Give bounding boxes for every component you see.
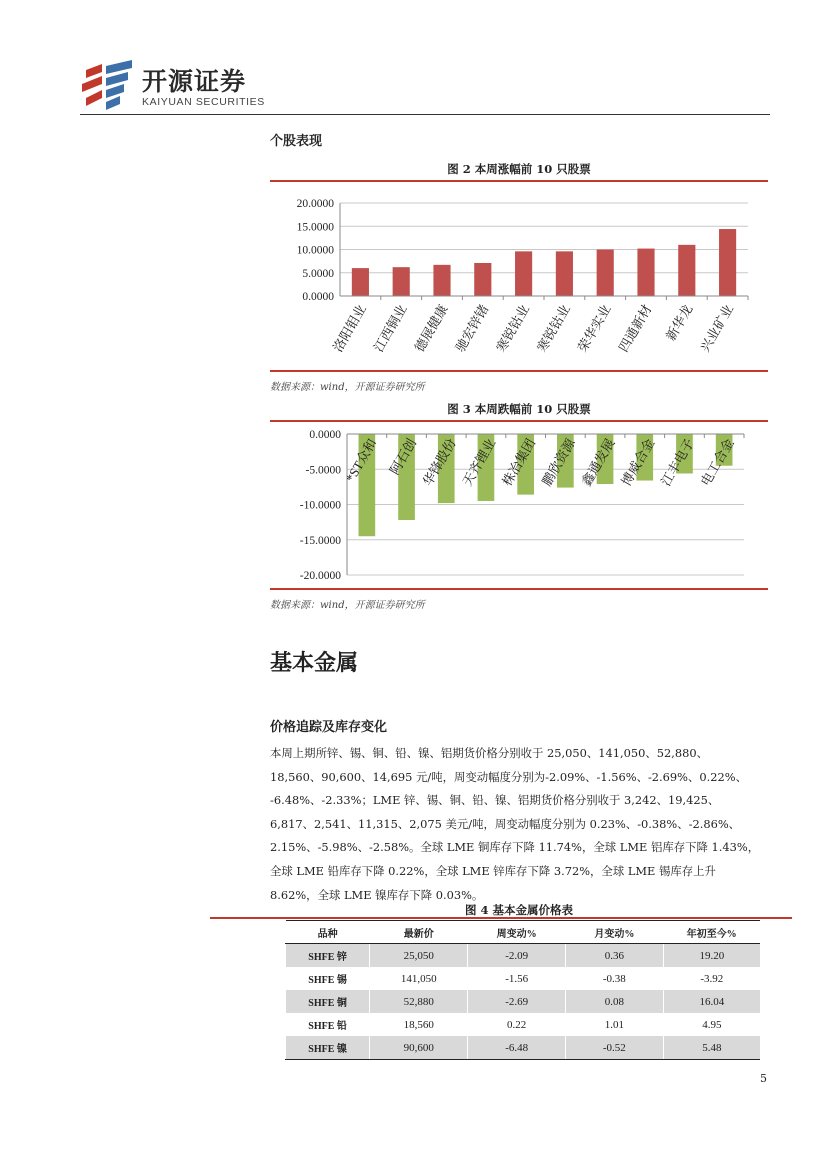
- table-row: [286, 1036, 761, 1060]
- table-cell: 4.95: [663, 1013, 760, 1036]
- table-header: 年初至今%: [663, 921, 760, 944]
- table-cell: 90,600: [370, 1036, 468, 1060]
- y-tick-label: -20.0000: [299, 570, 341, 582]
- fig3-source: 数据来源：wind，开源证券研究所: [270, 600, 425, 611]
- table-cell: SHFE 锌: [286, 944, 370, 968]
- paragraph-line: -6.48%、-2.33%；LME 锌、锡、铜、铅、镍、铝期货价格分别收于 3,242、19,425、: [270, 793, 720, 808]
- fig3-chart: [270, 422, 768, 588]
- fig4-red-rule: [210, 917, 792, 919]
- paragraph-line: 18,560、90,600、14,695 元/吨，周变动幅度分别为-2.09%、-1.56%、-2.69%、0.22%、: [270, 769, 747, 784]
- x-tick-label: 博威合金: [618, 436, 658, 489]
- y-tick-label: 5.0000: [302, 267, 334, 280]
- y-tick-label: 0.0000: [302, 291, 334, 303]
- table-cell: 25,050: [370, 944, 468, 968]
- fig2-chart: [270, 182, 768, 370]
- x-tick-label: 荣华实业: [574, 302, 614, 355]
- bar: [515, 251, 532, 296]
- table-cell: -6.48: [468, 1036, 566, 1060]
- x-tick-label: 株冶集团: [499, 436, 539, 489]
- table-cell: -1.56: [468, 967, 566, 990]
- bar: [678, 245, 695, 296]
- x-tick-label: 四通新材: [615, 302, 655, 355]
- x-tick-label: 鹏欣资源: [538, 436, 578, 489]
- fig2-bottom-rule: [270, 370, 768, 372]
- section-title-stock: 个股表现: [270, 134, 323, 149]
- table-cell: SHFE 镍: [286, 1036, 370, 1060]
- table-cell: -0.52: [566, 1036, 664, 1060]
- table-header: 品种: [286, 921, 370, 944]
- paragraph-line: 本周上期所锌、锡、铜、铅、镍、铝期货价格分别收于 25,050、141,050、52,880、: [270, 746, 708, 760]
- x-tick-label: 江西铜业: [370, 302, 410, 355]
- bar: [597, 250, 614, 297]
- bar: [352, 268, 369, 296]
- y-tick-label: -15.0000: [299, 534, 341, 547]
- bar: [393, 267, 410, 296]
- x-tick-label: 电工合金: [697, 436, 737, 489]
- x-tick-label: 寒锐钴业: [493, 302, 533, 355]
- table-cell: 18,560: [370, 1013, 468, 1036]
- table-cell: -3.92: [663, 967, 760, 990]
- x-tick-label: 新华龙: [662, 302, 696, 344]
- fig4-title: 图 4 基本金属价格表: [464, 903, 573, 917]
- table-cell: -2.09: [468, 944, 566, 968]
- kaiyuan-logo-icon: [80, 60, 136, 112]
- x-tick-label: 驰宏锌锗: [452, 302, 492, 355]
- table-cell: -0.38: [566, 967, 664, 990]
- x-tick-label: 寒锐钴业: [533, 302, 573, 355]
- logo-cn-text: 开源证券: [142, 67, 247, 96]
- table-cell: 0.36: [566, 944, 664, 968]
- bar: [433, 265, 450, 296]
- table-header: 最新价: [370, 921, 468, 944]
- table-header: 周变动%: [468, 921, 566, 944]
- y-tick-label: 20.0000: [296, 198, 334, 210]
- logo-en-text: KAIYUAN SECURITIES: [142, 96, 265, 108]
- bar: [474, 263, 491, 296]
- y-tick-label: -5.0000: [305, 464, 341, 477]
- x-tick-label: 兴业矿业: [697, 301, 737, 355]
- header-rule: [80, 114, 770, 115]
- table-header: 月变动%: [566, 921, 664, 944]
- x-tick-label: 华锋股份: [419, 436, 459, 489]
- y-tick-label: 10.0000: [296, 244, 334, 257]
- x-tick-label: 德展健康: [411, 302, 451, 355]
- y-tick-label: 15.0000: [296, 221, 334, 234]
- x-tick-label: 阿石创: [386, 436, 420, 478]
- table-cell: 141,050: [370, 967, 468, 990]
- section-title-price: 价格追踪及库存变化: [270, 720, 388, 735]
- y-tick-label: -10.0000: [299, 499, 341, 512]
- bar: [719, 229, 736, 296]
- y-tick-label: 0.0000: [309, 429, 341, 441]
- table-row: [286, 990, 761, 1013]
- table-cell: 52,880: [370, 990, 468, 1013]
- table-cell: 0.22: [468, 1013, 566, 1036]
- table-cell: 16.04: [663, 990, 760, 1013]
- table-cell: SHFE 锡: [286, 967, 370, 990]
- logo: [80, 60, 280, 112]
- fig2-title: 图 2 本周涨幅前 10 只股票: [447, 162, 591, 176]
- price-paragraph: [270, 742, 768, 907]
- table-cell: SHFE 铅: [286, 1013, 370, 1036]
- table-cell: SHFE 铜: [286, 990, 370, 1013]
- paragraph-line: 2.15%、-5.98%、-2.58%。全球 LME 铜库存下降 11.74%，全球 LME 铝库存下降 1.43%，: [270, 840, 760, 855]
- x-tick-label: 鑫通发展: [578, 436, 618, 489]
- x-tick-label: 江丰电子: [658, 436, 698, 489]
- x-tick-label: 洛阳钼业: [329, 302, 369, 355]
- table-cell: -2.69: [468, 990, 566, 1013]
- table-cell: 5.48: [663, 1036, 760, 1060]
- paragraph-line: 6,817、2,541、11,315、2,075 美元/吨，周变动幅度分别为 0.23%、-0.38%、-2.86%、: [270, 816, 741, 831]
- paragraph-line: 8.62%，全球 LME 镍库存下降 0.03%。: [270, 887, 484, 902]
- section-title-metal: 基本金属: [270, 650, 359, 676]
- paragraph-line: 全球 LME 铅库存下降 0.22%，全球 LME 锌库存下降 3.72%，全球 LME 锡库存上升: [270, 863, 716, 878]
- x-tick-label: 天齐锂业: [459, 436, 499, 489]
- fig2-source: 数据来源：wind，开源证券研究所: [270, 382, 425, 393]
- fig3-title: 图 3 本周跌幅前 10 只股票: [447, 402, 591, 416]
- table-row: [286, 944, 761, 968]
- table-cell: 0.08: [566, 990, 664, 1013]
- page-number: 5: [760, 1072, 767, 1085]
- metal-price-table: [285, 920, 760, 1060]
- bar: [556, 251, 573, 296]
- bar: [637, 249, 654, 296]
- table-row: [286, 1013, 761, 1036]
- fig3-bottom-rule: [270, 588, 768, 590]
- x-tick-label: *ST众和: [342, 436, 380, 485]
- table-header-row: [286, 921, 761, 944]
- table-cell: 1.01: [566, 1013, 664, 1036]
- table-row: [286, 967, 761, 990]
- table-cell: 19.20: [663, 944, 760, 968]
